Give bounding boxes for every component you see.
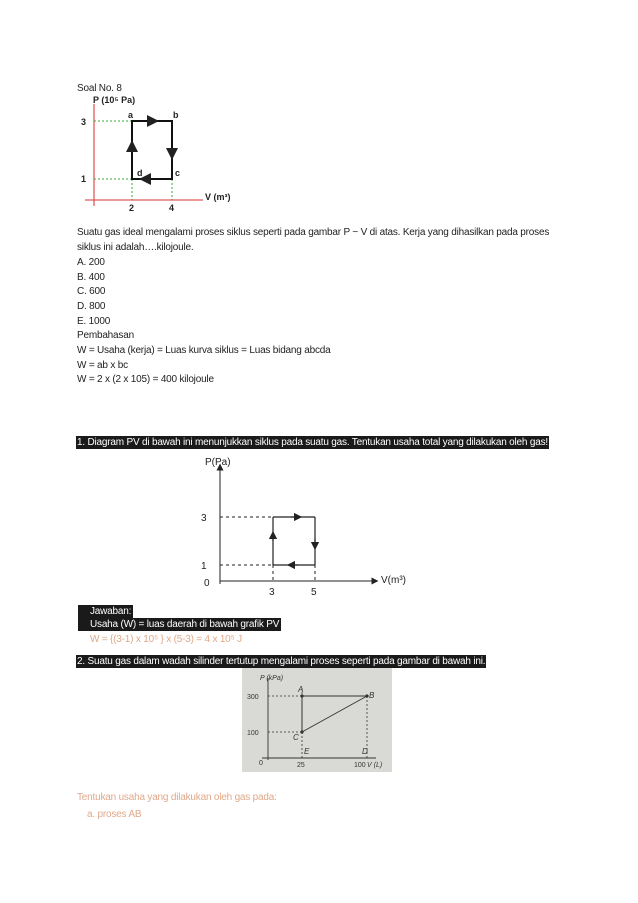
y-axis-label: P(Pa) <box>205 457 231 468</box>
x-tick: 4 <box>169 203 175 213</box>
point-label: B <box>369 691 375 700</box>
x-tick: 0 <box>259 760 263 767</box>
y-tick: 300 <box>247 694 259 701</box>
x-tick: 3 <box>269 587 275 598</box>
option-c: C. 600 <box>77 286 106 297</box>
option-a: A. 200 <box>77 257 105 268</box>
point-label: a <box>128 110 134 120</box>
point-label: E <box>304 747 310 756</box>
question-line: siklus ini adalah….kilojoule. <box>77 242 194 253</box>
option-d: D. 800 <box>77 301 106 312</box>
x-tick: 2 <box>129 203 135 213</box>
question-1-text: 1. Diagram PV di bawah ini menunjukkan siklus pada suatu gas. Tentukan usaha total yang dilakukan oleh gas! <box>77 437 548 448</box>
x-tick: 100 <box>354 762 366 769</box>
y-tick: 3 <box>81 117 87 127</box>
answer-formula: W = {(3-1) x 10⁵ } x (5-3) = 4 x 10⁵ J <box>90 634 242 645</box>
pv-diagram-2 <box>195 449 425 601</box>
y-tick: 0 <box>204 578 210 589</box>
option-e: E. 1000 <box>77 316 111 327</box>
point-label: d <box>137 168 143 178</box>
x-tick: 25 <box>297 762 305 769</box>
question-2-item-a: a. proses AB <box>87 809 142 820</box>
solution-line: W = 2 x (2 x 105) = 400 kilojoule <box>77 374 214 385</box>
x-axis-label: V (m³) <box>205 192 231 202</box>
point-label: A <box>298 685 304 694</box>
point-label: D <box>362 747 368 756</box>
y-tick: 1 <box>201 561 207 572</box>
question-2-prompt: Tentukan usaha yang dilakukan oleh gas pada: <box>77 792 277 803</box>
y-axis-label: P (kPa) <box>260 675 284 682</box>
answer-line: Usaha (W) = luas daerah di bawah grafik PV <box>78 618 281 631</box>
point-label: c <box>175 168 181 178</box>
question-heading: Soal No. 8 <box>77 83 122 94</box>
question-line: Suatu gas ideal mengalami proses siklus seperti pada gambar P − V di atas. Kerja yang dihasilkan pada proses <box>77 227 550 238</box>
pembahasan-label: Pembahasan <box>77 330 134 341</box>
solution-line: W = Usaha (kerja) = Luas kurva siklus = Luas bidang abcda <box>77 345 331 356</box>
y-tick: 3 <box>201 513 207 524</box>
option-b: B. 400 <box>77 272 105 283</box>
point-label: C <box>293 733 299 742</box>
pv-diagram-1 <box>75 94 250 214</box>
y-axis-label: P (10⁵ Pa) <box>93 95 136 105</box>
x-axis-label: V (L) <box>367 762 383 769</box>
solution-line: W = ab x bc <box>77 360 128 371</box>
y-tick: 100 <box>247 730 259 737</box>
y-tick: 1 <box>81 174 87 184</box>
answer-label: Jawaban: <box>78 605 133 618</box>
point-label: b <box>173 110 179 120</box>
x-axis-label: V(m³) <box>381 575 406 586</box>
x-tick: 5 <box>311 587 317 598</box>
question-2-text: 2. Suatu gas dalam wadah silinder tertutup mengalami proses seperti pada gambar di bawah ini. <box>77 656 486 667</box>
pv-diagram-3 <box>242 668 392 772</box>
